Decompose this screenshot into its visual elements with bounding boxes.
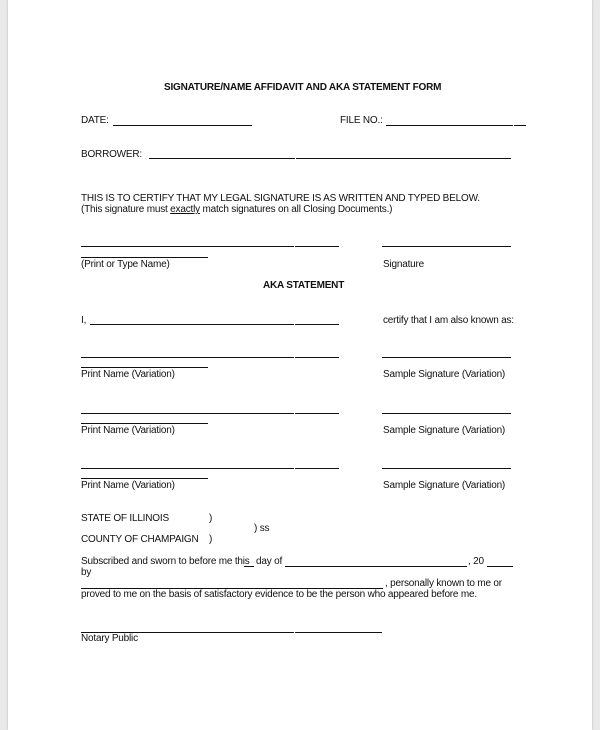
variation-1-print-line[interactable] <box>81 357 294 358</box>
variation-2-underline <box>81 423 208 424</box>
borrower-label: BORROWER: <box>81 149 142 160</box>
certify-statement: THIS IS TO CERTIFY THAT MY LEGAL SIGNATURE IS AS WRITTEN AND TYPED BELOW. <box>81 193 480 204</box>
subscribed-text: Subscribed and sworn to before me this <box>81 556 250 567</box>
file-no-label: FILE NO.: <box>340 115 383 126</box>
aka-name-line-2[interactable] <box>295 324 339 325</box>
variation-3-print-line-2[interactable] <box>295 468 339 469</box>
year-prefix: , 20 <box>468 556 484 567</box>
variation-2-print-line[interactable] <box>81 413 294 414</box>
state-paren: ) <box>209 513 213 524</box>
day-field[interactable] <box>244 566 254 567</box>
variation-2-signature-line[interactable] <box>382 413 511 414</box>
variation-3-sample-caption: Sample Signature (Variation) <box>383 480 506 491</box>
year-field[interactable] <box>487 566 513 567</box>
aka-heading: AKA STATEMENT <box>263 280 345 291</box>
certify-note <box>81 204 392 216</box>
print-or-type-name-caption: (Print or Type Name) <box>81 259 170 270</box>
variation-3-signature-line[interactable] <box>382 468 511 469</box>
variation-2-sample-caption: Sample Signature (Variation) <box>383 425 506 436</box>
date-field[interactable] <box>113 125 252 126</box>
county-paren: ) <box>209 534 213 545</box>
personally-known-text: , personally known to me or <box>385 578 502 589</box>
ss-text: ) ss <box>254 523 270 534</box>
file-no-field[interactable] <box>386 125 513 126</box>
form-title: SIGNATURE/NAME AFFIDAVIT AND AKA STATEMENT FORM <box>164 82 442 93</box>
certify-note-exactly: exactly <box>170 204 200 215</box>
document-page <box>8 0 592 730</box>
variation-3-underline <box>81 478 208 479</box>
i-label: I, <box>81 315 87 326</box>
notary-public-caption: Notary Public <box>81 633 138 644</box>
certify-note-start: (This signature must <box>81 204 171 215</box>
variation-3-print-line[interactable] <box>81 468 294 469</box>
aka-name-line[interactable] <box>90 324 294 325</box>
certify-known-as: certify that I am also known as: <box>383 315 514 326</box>
signature-caption: Signature <box>383 259 425 270</box>
variation-1-underline <box>81 367 208 368</box>
variation-1-signature-line[interactable] <box>382 357 511 358</box>
legal-signature-line[interactable] <box>382 246 511 247</box>
certify-note-end: match signatures on all Closing Documents.) <box>199 204 393 215</box>
variation-1-print-line-2[interactable] <box>295 357 339 358</box>
variation-1-print-caption: Print Name (Variation) <box>81 369 175 380</box>
legal-name-line[interactable] <box>81 246 294 247</box>
variation-1-sample-caption: Sample Signature (Variation) <box>383 369 506 380</box>
borrower-field-2[interactable] <box>296 158 511 159</box>
month-field[interactable] <box>285 566 467 567</box>
day-of-label: day of <box>256 556 283 567</box>
variation-2-print-caption: Print Name (Variation) <box>81 425 175 436</box>
ss-label <box>254 523 269 535</box>
legal-name-underline <box>81 257 208 258</box>
date-label: DATE: <box>81 115 109 126</box>
proved-text: proved to me on the basis of satisfactory evidence to be the person who appeared before me. <box>81 589 477 600</box>
variation-2-print-line-2[interactable] <box>295 413 339 414</box>
legal-name-line-2[interactable] <box>295 246 339 247</box>
variation-3-print-caption: Print Name (Variation) <box>81 480 175 491</box>
notary-signature-line-2[interactable] <box>295 632 382 633</box>
borrower-field[interactable] <box>149 158 295 159</box>
by-label: by <box>81 567 92 578</box>
county-label: COUNTY OF CHAMPAIGN <box>81 534 199 545</box>
state-label: STATE OF ILLINOIS <box>81 513 169 524</box>
file-no-field-end <box>514 125 526 126</box>
